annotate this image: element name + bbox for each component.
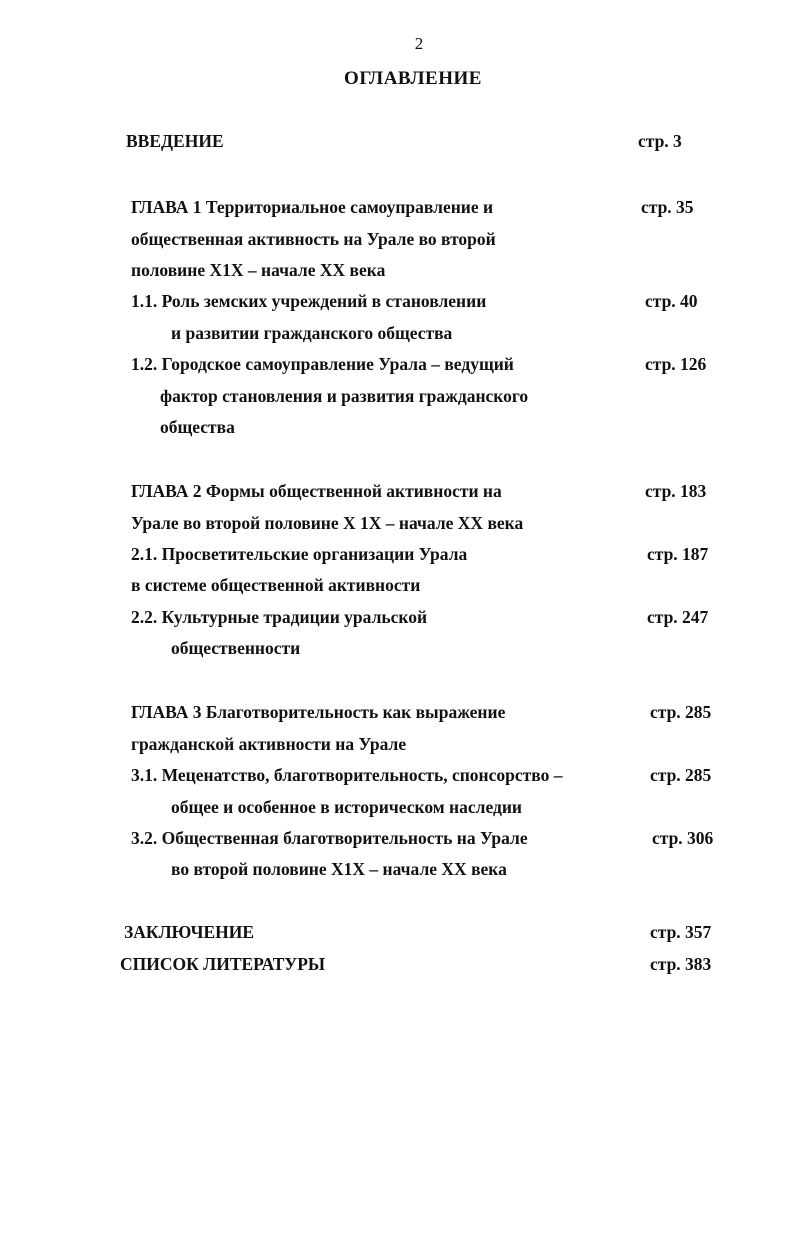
toc-page-ref: стр. 357 [650,922,712,942]
section-line: общее и особенное в историческом наследии [171,797,523,817]
chapter-heading-line: ГЛАВА 1 Территориальное самоуправление и [131,197,494,217]
toc-label: ЗАКЛЮЧЕНИЕ [124,922,255,942]
section-line: 3.1. Меценатство, благотворительность, спонсорство – [131,765,563,785]
section-line: общества [160,417,235,437]
toc-title: ОГЛАВЛЕНИЕ [344,68,482,89]
chapter-heading-line: общественная активность на Урале во второй [131,229,496,249]
toc-label: ВВЕДЕНИЕ [126,131,224,151]
page-number: 2 [414,34,424,53]
chapter-heading-line: ГЛАВА 3 Благотворительность как выражение [131,702,506,722]
toc-page-ref: стр. 285 [650,765,712,785]
toc-page-ref: стр. 3 [638,131,682,151]
toc-page-ref: стр. 383 [650,954,712,974]
section-line: во второй половине Х1Х – начале ХХ века [171,859,507,879]
toc-label: СПИСОК ЛИТЕРАТУРЫ [120,954,326,974]
section-line: общественности [171,638,301,658]
toc-page-ref: стр. 35 [641,197,694,217]
toc-page-ref: стр. 187 [647,544,709,564]
toc-page-ref: стр. 40 [645,291,698,311]
chapter-heading-line: гражданской активности на Урале [131,734,407,754]
section-line: 2.1. Просветительские организации Урала [131,544,468,564]
section-line: 3.2. Общественная благотворительность на Урале [131,828,528,848]
chapter-heading-line: ГЛАВА 2 Формы общественной активности на [131,481,502,501]
section-line: и развитии гражданского общества [171,323,453,343]
chapter-heading-line: половине Х1Х – начале ХХ века [131,260,386,280]
toc-page-ref: стр. 183 [645,481,707,501]
section-line: в системе общественной активности [131,575,421,595]
chapter-heading-line: Урале во второй половине Х 1Х – начале ХХ века [131,513,524,533]
section-line: фактор становления и развития гражданского [160,386,529,406]
toc-page-ref: стр. 285 [650,702,712,722]
toc-page-ref: стр. 126 [645,354,707,374]
toc-page-ref: стр. 306 [652,828,714,848]
toc-page-ref: стр. 247 [647,607,709,627]
section-line: 2.2. Культурные традиции уральской [131,607,428,627]
section-line: 1.2. Городское самоуправление Урала – ведущий [131,354,514,374]
section-line: 1.1. Роль земских учреждений в становлении [131,291,487,311]
